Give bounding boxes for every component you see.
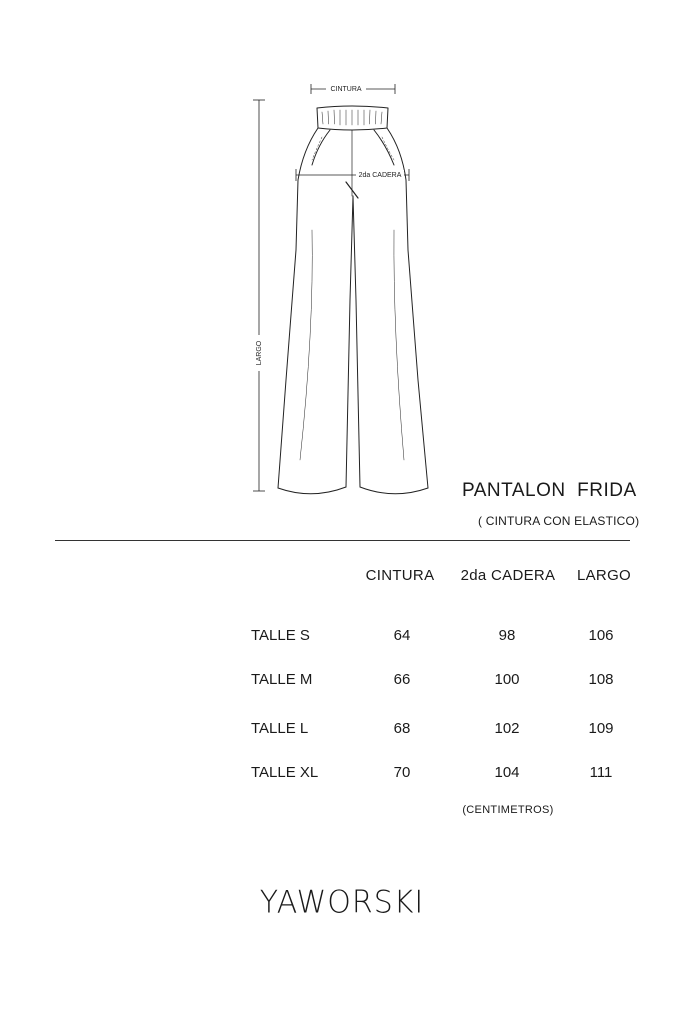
largo-value: 111 — [589, 764, 613, 781]
divider — [55, 540, 630, 541]
left-pocket — [312, 130, 330, 165]
size-label: TALLE S — [251, 627, 310, 644]
units-note: (CENTIMETROS) — [462, 804, 554, 816]
size-row-s — [0, 627, 684, 649]
left-inseam — [346, 196, 353, 487]
product-title: PANTALON FRIDA — [462, 480, 637, 501]
cintura-value: 64 — [393, 627, 411, 644]
largo-dimension-label: LARGO — [256, 340, 263, 366]
size-label: TALLE M — [251, 671, 313, 688]
cintura-dimension-label: CINTURA — [330, 86, 362, 93]
waistband-gathers — [322, 110, 382, 125]
cadera-value: 104 — [494, 764, 520, 781]
left-hem — [278, 487, 346, 494]
largo-value: 108 — [588, 671, 614, 688]
right-hem — [360, 487, 428, 494]
size-label: TALLE L — [251, 720, 309, 737]
header-cadera: 2da CADERA — [460, 567, 556, 584]
pants-right-side — [387, 128, 428, 488]
brand-logo: YAWORSKI — [259, 884, 425, 921]
size-row-xl — [0, 764, 684, 786]
cintura-value: 66 — [393, 671, 411, 688]
cintura-value: 68 — [393, 720, 411, 737]
waistband-outline — [317, 106, 388, 130]
size-label: TALLE XL — [251, 764, 319, 781]
right-inseam — [353, 196, 360, 487]
cadera-value: 100 — [494, 671, 520, 688]
cadera-dimension-label: 2da CADERA — [358, 172, 402, 179]
cadera-value: 98 — [498, 627, 516, 644]
largo-value: 106 — [588, 627, 614, 644]
cintura-value: 70 — [393, 764, 411, 781]
size-row-m — [0, 671, 684, 693]
largo-value: 109 — [588, 720, 614, 737]
header-cintura: CINTURA — [365, 567, 435, 584]
cadera-value: 102 — [494, 720, 520, 737]
header-largo: LARGO — [576, 567, 631, 584]
pants-left-side — [278, 128, 318, 488]
size-row-l — [0, 720, 684, 742]
product-subtitle: ( CINTURA CON ELASTICO) — [478, 514, 640, 528]
